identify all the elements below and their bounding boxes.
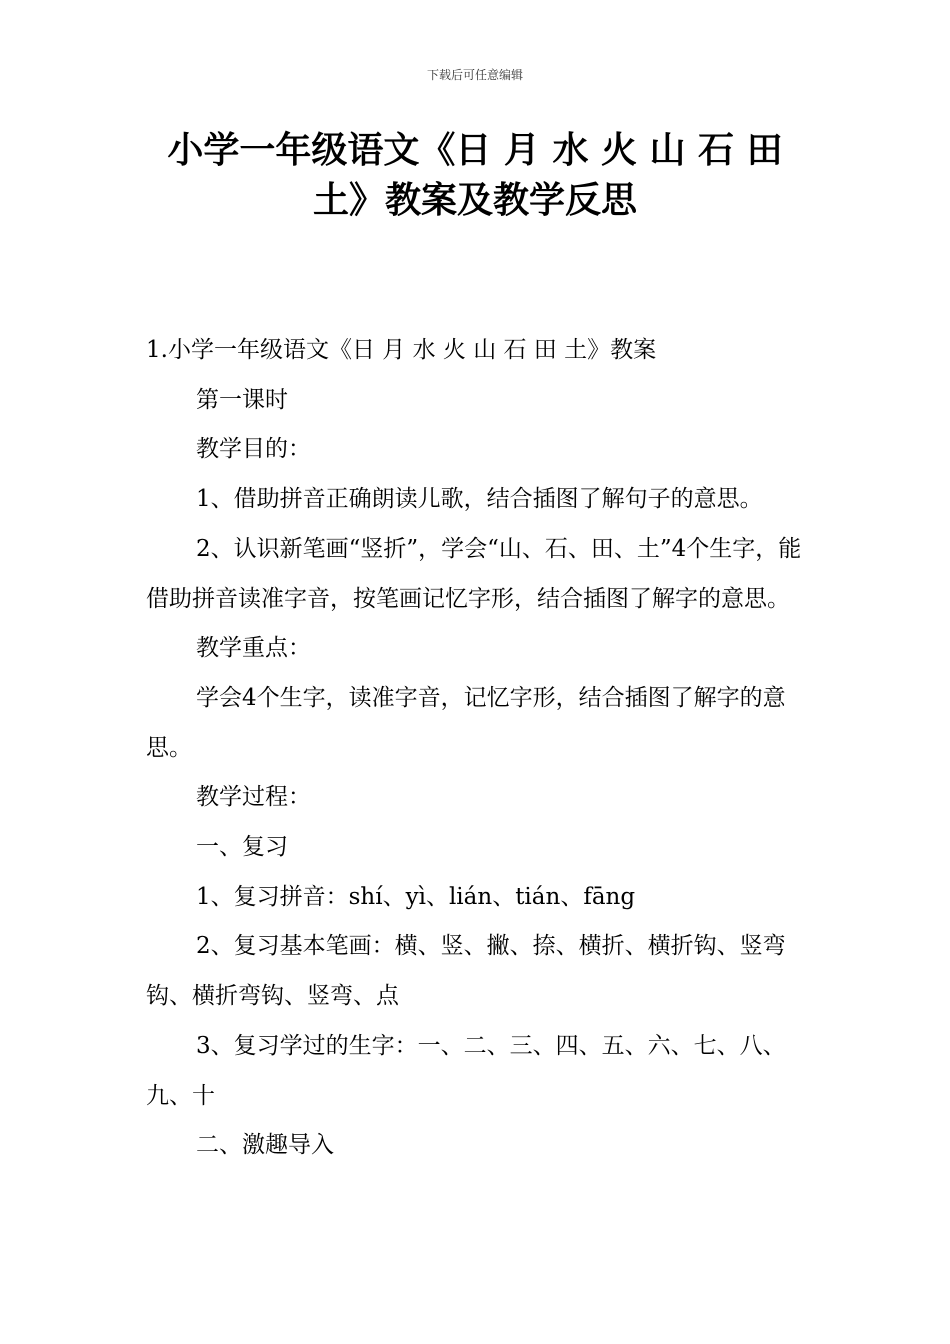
header-note: 下载后可任意编辑 bbox=[426, 68, 523, 82]
paragraph: 2、复习基本笔画：横、竖、撇、捺、横折、横折钩、竖弯钩、横折弯钩、竖弯、点 bbox=[146, 933, 786, 1010]
paragraph: 教学重点： bbox=[196, 635, 311, 662]
paragraph: 1、复习拼音：shí、yì、lián、tián、fāng bbox=[196, 883, 636, 910]
paragraph: 1、借助拼音正确朗读儿歌，结合插图了解句子的意思。 bbox=[196, 486, 763, 513]
title-line-1: 小学一年级语文《日 月 水 火 山 石 田 bbox=[167, 130, 783, 171]
paragraph: 教学过程： bbox=[196, 784, 311, 811]
paragraph: 学会4个生字，读准字音，记忆字形，结合插图了解字的意思。 bbox=[146, 684, 786, 761]
document-title bbox=[100, 126, 850, 226]
paragraph: 教学目的： bbox=[196, 436, 311, 463]
document-body bbox=[146, 326, 810, 1171]
paragraph: 一、复习 bbox=[196, 834, 288, 861]
paragraph: 2、认识新笔画“竖折”，学会“山、石、田、土”4个生字，能借助拼音读准字音，按笔画记忆字形，结合插图了解字的意思。 bbox=[146, 535, 802, 612]
section-heading: 1.小学一年级语文《日 月 水 火 山 石 田 土》教案 bbox=[146, 337, 657, 363]
paragraph: 第一课时 bbox=[196, 386, 288, 413]
paragraph: 二、激趣导入 bbox=[196, 1132, 334, 1159]
paragraph: 3、复习学过的生字：一、二、三、四、五、六、七、八、九、十 bbox=[146, 1032, 786, 1109]
title-line-2: 土》教案及教学反思 bbox=[312, 180, 637, 221]
